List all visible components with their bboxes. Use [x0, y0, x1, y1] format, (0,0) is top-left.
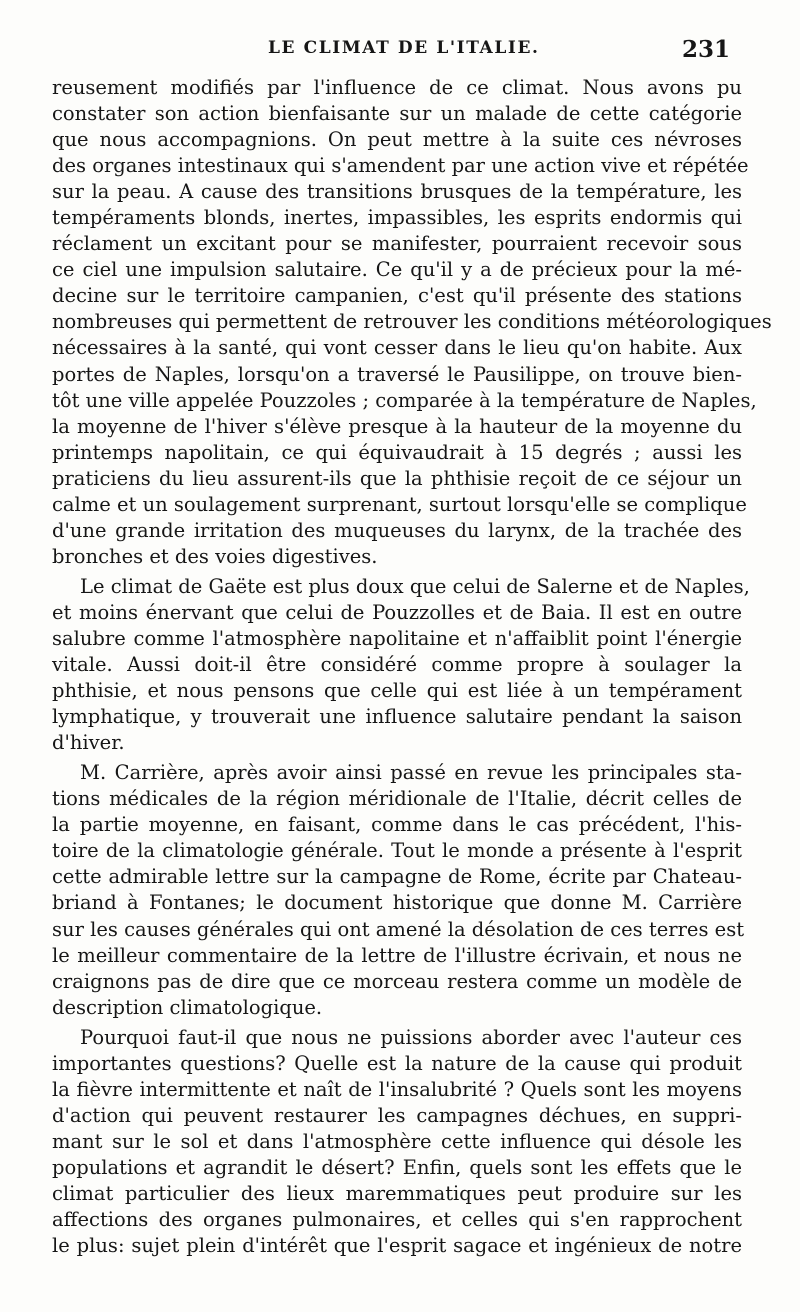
text-line: réclament un excitant pour se manifester, pourraient recevoir sous: [52, 232, 742, 256]
text-line: d'une grande irritation des muqueuses du larynx, de la trachée des: [52, 518, 742, 542]
text-line: nombreuses qui permettent de retrouver les conditions météorologiques: [52, 310, 772, 334]
text-line: le meilleur commentaire de la lettre de l'illustre écrivain, et nous ne: [52, 943, 742, 967]
text-line: d'hiver.: [52, 731, 125, 755]
text-line: printemps napolitain, ce qui équivaudrait à 15 degrés ; aussi les: [52, 440, 742, 464]
text-line: le plus: sujet plein d'intérêt que l'esprit sagace et ingénieux de notre: [52, 1234, 742, 1258]
text-line: calme et un soulagement surprenant, surtout lorsqu'elle se complique: [52, 492, 747, 516]
text-line: vitale. Aussi doit-il être considéré comme propre à soulager la: [52, 653, 742, 677]
text-line: lymphatique, y trouverait une influence salutaire pendant la saison: [52, 705, 742, 729]
text-line: reusement modifiés par l'influence de ce climat. Nous avons pu: [52, 76, 742, 99]
text-line: constater son action bienfaisante sur un malade de cette catégorie: [52, 102, 742, 126]
text-line: la partie moyenne, en faisant, comme dans le cas précédent, l'his-: [52, 813, 742, 837]
page-header: [0, 36, 800, 76]
text-line: d'action qui peuvent restaurer les campagnes déchues, en suppri-: [52, 1103, 742, 1127]
text-line: importantes questions? Quelle est la nature de la cause qui produit: [52, 1051, 742, 1075]
text-line: tempéraments blonds, inertes, impassibles, les esprits endormis qui: [52, 206, 742, 230]
text-line: bronches et des voies digestives.: [52, 544, 378, 568]
text-line: portes de Naples, lorsqu'on a traversé le Pausilippe, on trouve bien-: [52, 362, 742, 386]
text-line: praticiens du lieu assurent-ils que la phthisie reçoit de ce séjour un: [52, 466, 742, 490]
text-line: phthisie, et nous pensons que celle qui est liée à un tempérament: [52, 679, 742, 703]
text-line: populations et agrandit le désert? Enfin, quels sont les effets que le: [52, 1155, 742, 1179]
text-line: sur la peau. A cause des transitions brusques de la température, les: [52, 180, 742, 204]
text-line: craignons pas de dire que ce morceau restera comme un modèle de: [52, 969, 742, 993]
text-line: decine sur le territoire campanien, c'est qu'il présente des stations: [52, 284, 742, 308]
running-title: LE CLIMAT DE L'ITALIE.: [268, 38, 540, 58]
text-line: toire de la climatologie générale. Tout le monde a présente à l'esprit: [52, 839, 742, 863]
body-text: [52, 75, 772, 1259]
text-line: mant sur le sol et dans l'atmosphère cette influence qui désole les: [52, 1129, 742, 1153]
text-line: affections des organes pulmonaires, et celles qui s'en rapprochent: [52, 1208, 742, 1232]
text-line: cette admirable lettre sur la campagne de Rome, écrite par Chateau-: [52, 865, 742, 889]
text-line: climat particulier des lieux maremmatiques peut produire sur les: [52, 1181, 742, 1205]
paragraph-first-line: Le climat de Gaëte est plus doux que celui de Salerne et de Naples,: [80, 574, 750, 598]
text-line: que nous accompagnions. On peut mettre à la suite ces névroses: [52, 128, 742, 152]
text-line: la fièvre intermittente et naît de l'insalubrité ? Quels sont les moyens: [52, 1077, 742, 1101]
paragraph-first-line: M. Carrière, après avoir ainsi passé en revue les principales sta-: [80, 761, 742, 785]
page-number: 231: [682, 36, 731, 63]
text-line: nécessaires à la santé, qui vont cesser dans le lieu qu'on habite. Aux: [52, 336, 742, 360]
text-line: tôt une ville appelée Pouzzoles ; comparée à la température de Naples,: [52, 388, 757, 412]
text-line: la moyenne de l'hiver s'élève presque à la hauteur de la moyenne du: [52, 414, 742, 438]
text-line: salubre comme l'atmosphère napolitaine et n'affaiblit point l'énergie: [52, 626, 742, 650]
text-line: tions médicales de la région méridionale de l'Italie, décrit celles de: [52, 787, 742, 811]
text-line: description climatologique.: [52, 995, 323, 1019]
text-line: briand à Fontanes; le document historique que donne M. Carrière: [52, 891, 742, 915]
text-line: sur les causes générales qui ont amené la désolation de ces terres est: [52, 917, 745, 941]
text-line: des organes intestinaux qui s'amendent par une action vive et répétée: [52, 154, 749, 178]
text-line: et moins énervant que celui de Pouzzolles et de Baia. Il est en outre: [52, 600, 742, 624]
paragraph-first-line: Pourquoi faut-il que nous ne puissions aborder avec l'auteur ces: [80, 1025, 742, 1049]
text-line: ce ciel une impulsion salutaire. Ce qu'il y a de précieux pour la mé-: [52, 258, 742, 282]
